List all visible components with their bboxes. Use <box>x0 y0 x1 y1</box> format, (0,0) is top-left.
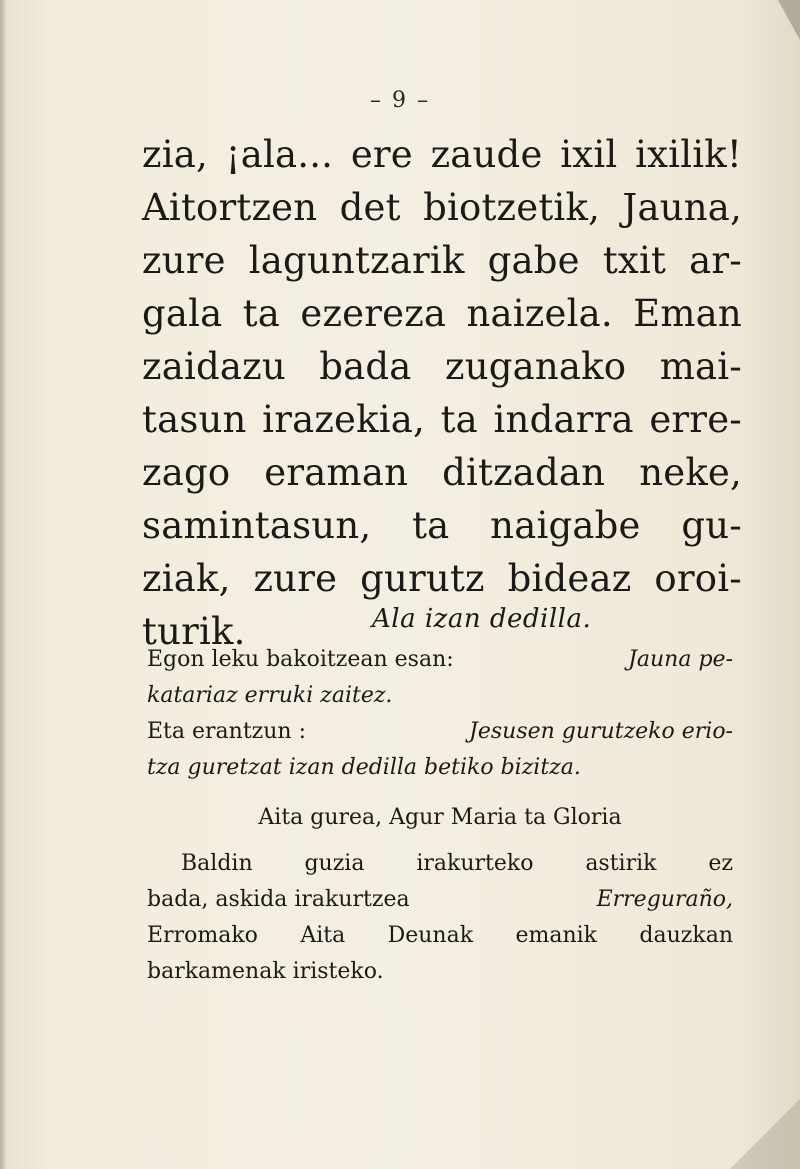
word: zure <box>253 557 338 600</box>
word: Deunak <box>387 923 474 948</box>
closing-amen: Ala izan dedilla. <box>372 604 592 634</box>
note-line <box>147 882 733 918</box>
word: zago <box>142 451 231 494</box>
word: gabe <box>487 239 580 282</box>
word: gurutz <box>360 557 485 600</box>
word: bada <box>319 345 412 388</box>
word: mai- <box>659 345 742 388</box>
word: Baldin <box>181 851 253 876</box>
note-line-last: barkamenak iristeko. <box>147 959 384 984</box>
word: ez <box>708 851 733 876</box>
word: laguntzarik <box>248 239 465 282</box>
word: irakurteko <box>416 851 534 876</box>
word: ta <box>412 504 450 547</box>
word: Erromako <box>147 923 258 948</box>
word: neke, <box>639 451 742 494</box>
word: erre- <box>649 398 742 441</box>
text-line <box>142 446 742 499</box>
text-line <box>142 128 742 181</box>
word: tasun <box>142 398 247 441</box>
word: zaude <box>430 133 543 176</box>
main-text <box>142 128 742 658</box>
word: oroi- <box>654 557 742 600</box>
word: zia, <box>142 133 208 176</box>
note-line <box>147 846 733 882</box>
text-line <box>142 287 742 340</box>
prayer-list-line: Aita gurea, Agur Maria ta Gloria <box>258 805 622 830</box>
instruction-prayer: katariaz erruki zaitez. <box>147 683 393 708</box>
instruction-line <box>147 714 733 750</box>
note-line <box>147 918 733 954</box>
word: naizela. <box>466 292 613 335</box>
word: Eman <box>633 292 742 335</box>
word: ere <box>350 133 413 176</box>
word: ta <box>242 292 281 335</box>
text-line <box>142 499 742 552</box>
word: det <box>339 186 401 229</box>
note-text: bada, askida irakurtzea <box>147 887 410 912</box>
instruction-line <box>147 642 733 678</box>
word: gala <box>142 292 223 335</box>
word: ta <box>440 398 478 441</box>
text-line <box>142 340 742 393</box>
word: ziak, <box>142 557 231 600</box>
text-line-last: turik. <box>142 610 246 653</box>
instruction-prayer: tza guretzat izan dedilla betiko bizitza. <box>147 755 581 780</box>
page-corner-bottom <box>730 1099 800 1169</box>
instruction-prayer: Jesusen gurutzeko erio- <box>469 719 733 744</box>
instruction-respond <box>147 642 733 786</box>
indulgence-note <box>147 846 733 990</box>
word: ixilik! <box>635 133 742 176</box>
word: emanik <box>515 923 598 948</box>
word: zure <box>142 239 226 282</box>
instruction-prayer: Jauna pe- <box>628 647 733 672</box>
page-corner-top <box>778 0 800 40</box>
prayer-list <box>147 800 733 836</box>
instruction-text: Egon leku bakoitzean esan: <box>147 647 454 672</box>
word: gu- <box>681 504 742 547</box>
word: Aita <box>300 923 346 948</box>
word: ar- <box>689 239 742 282</box>
word: irazekia, <box>262 398 426 441</box>
word: biotzetik, <box>423 186 601 229</box>
page-number: – 9 – <box>370 88 430 113</box>
word: ezereza <box>300 292 447 335</box>
word: ¡ala... <box>225 133 334 176</box>
text-line <box>142 552 742 605</box>
word: Jauna, <box>622 186 742 229</box>
word: samintasun, <box>142 504 372 547</box>
word: Aitortzen <box>142 186 318 229</box>
word: zuganako <box>445 345 627 388</box>
word: eraman <box>264 451 409 494</box>
word: dauzkan <box>639 923 733 948</box>
text-line <box>142 234 742 287</box>
word: indarra <box>493 398 634 441</box>
text-line <box>142 181 742 234</box>
note-name: Erreguraño, <box>596 887 733 912</box>
word: ixil <box>560 133 618 176</box>
word: naigabe <box>490 504 641 547</box>
word: ditzadan <box>442 451 606 494</box>
text-line <box>142 393 742 446</box>
word: bideaz <box>507 557 632 600</box>
word: guzia <box>304 851 365 876</box>
word: zaidazu <box>142 345 286 388</box>
word: astirik <box>585 851 657 876</box>
instruction-text: Eta erantzun : <box>147 719 307 744</box>
page-left-edge <box>0 0 6 1169</box>
word: txit <box>602 239 667 282</box>
